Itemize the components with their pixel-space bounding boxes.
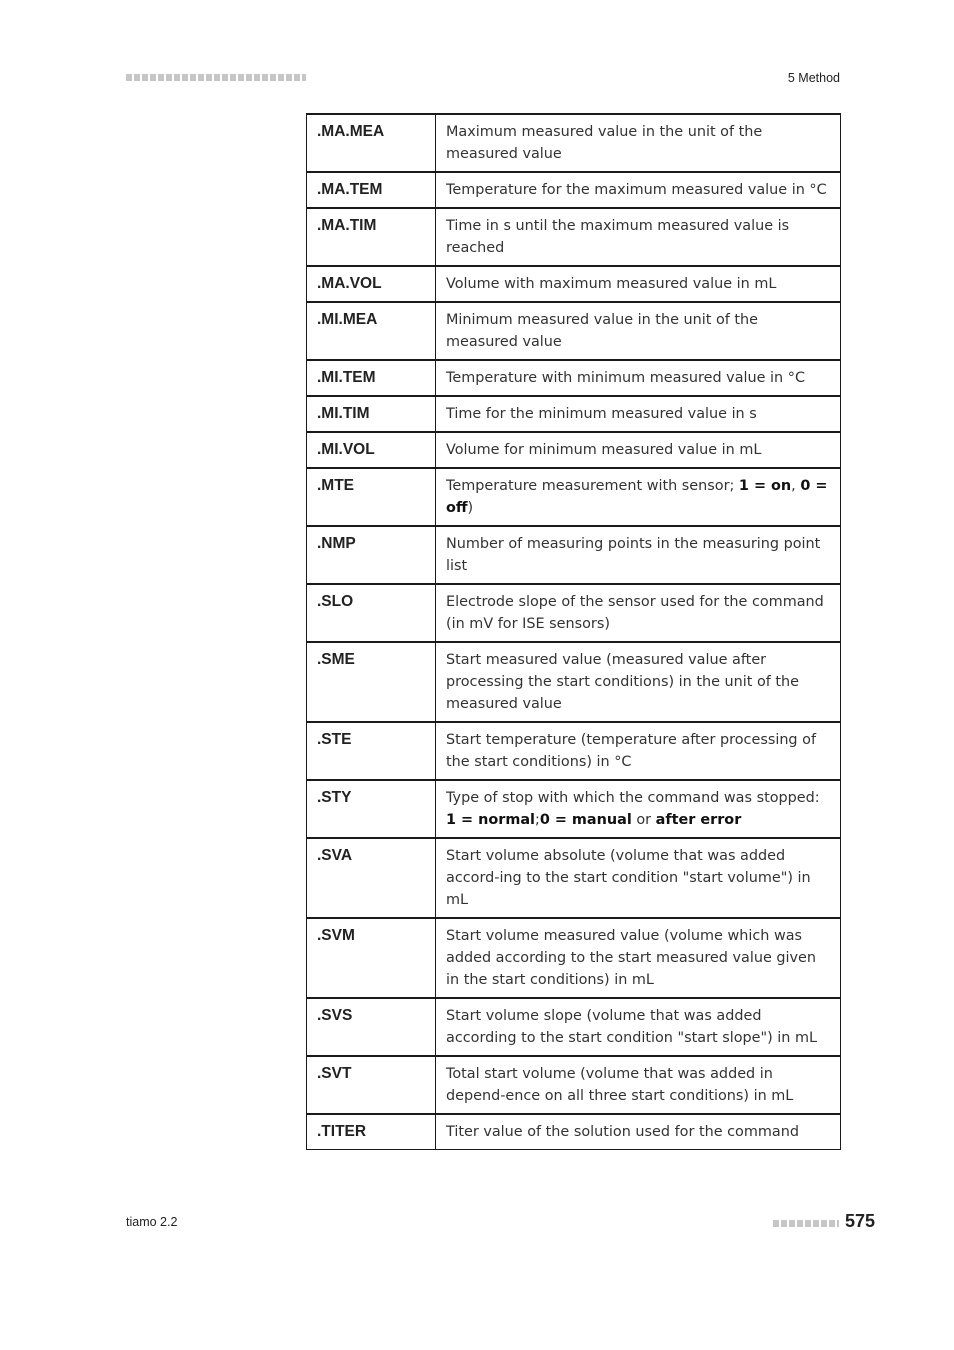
table-row (307, 432, 841, 468)
variable-description (436, 468, 841, 526)
variable-description (436, 266, 841, 302)
description-text: Time in s until the maximum measured value is reached (446, 218, 790, 256)
header-dot-rule (126, 74, 306, 81)
variable-description (436, 584, 841, 642)
variable-description (436, 208, 841, 266)
variable-name: .NMP (307, 526, 436, 584)
description-text: Start volume measured value (volume which was added according to the start measured value given in the start conditions) in mL (446, 928, 817, 988)
description-text: Start volume absolute (volume that was added accord-ing to the start condition "start volume") in mL (446, 848, 811, 908)
variable-name: .MTE (307, 468, 436, 526)
variable-description (436, 838, 841, 918)
variable-description (436, 432, 841, 468)
variable-description (436, 114, 841, 172)
header-section-title: 5 Method (787, 71, 840, 85)
description-text: , (791, 478, 801, 494)
table-row (307, 998, 841, 1056)
table-row (307, 918, 841, 998)
description-emphasis: 0 = manual (539, 812, 632, 828)
description-text: or (631, 812, 656, 828)
variable-name: .MA.TIM (307, 208, 436, 266)
variable-description (436, 642, 841, 722)
description-text: Start temperature (temperature after processing of the start conditions) in °C (446, 732, 817, 770)
description-text: Start volume slope (volume that was added according to the start condition "start slope") in mL (446, 1008, 818, 1046)
variable-name: .MA.TEM (307, 172, 436, 208)
table-row (307, 584, 841, 642)
variable-name: .MA.MEA (307, 114, 436, 172)
table-row (307, 396, 841, 432)
table-row (307, 208, 841, 266)
table-row (307, 302, 841, 360)
description-text: Minimum measured value in the unit of the measured value (446, 312, 759, 350)
variable-name: .SVM (307, 918, 436, 998)
variable-description (436, 526, 841, 584)
description-text: Temperature measurement with sensor; (446, 478, 739, 494)
description-text: Maximum measured value in the unit of the measured value (446, 124, 763, 162)
table-row (307, 642, 841, 722)
description-text: Temperature for the maximum measured value in °C (446, 182, 827, 198)
description-text: Electrode slope of the sensor used for the command (in mV for ISE sensors) (446, 594, 824, 632)
variables-table-body (307, 114, 841, 1150)
variable-name: .SME (307, 642, 436, 722)
description-emphasis: 0 = off (446, 478, 828, 516)
description-text: Volume for minimum measured value in mL (446, 442, 762, 458)
description-emphasis: 1 = normal (446, 812, 535, 828)
variable-description (436, 360, 841, 396)
table-row (307, 172, 841, 208)
variable-description (436, 302, 841, 360)
page-number: 575 (845, 1211, 876, 1231)
variable-description (436, 998, 841, 1056)
description-text: Number of measuring points in the measuring point list (446, 536, 821, 574)
variable-name: .SLO (307, 584, 436, 642)
table-row (307, 360, 841, 396)
description-text: ; (534, 812, 540, 828)
variable-description (436, 780, 841, 838)
description-text: Start measured value (measured value after processing the start conditions) in the unit of the measured value (446, 652, 800, 712)
description-emphasis: 1 = on (738, 478, 792, 494)
description-text: Type of stop with which the command was stopped: (446, 790, 820, 806)
variable-description (436, 918, 841, 998)
footer-product: tiamo 2.2 (126, 1215, 178, 1229)
table-row (307, 780, 841, 838)
variable-name: .MA.VOL (307, 266, 436, 302)
description-emphasis: after error (655, 812, 742, 828)
variable-description (436, 1114, 841, 1150)
variable-name: .MI.MEA (307, 302, 436, 360)
variable-description (436, 722, 841, 780)
table-row (307, 722, 841, 780)
variable-name: .SVA (307, 838, 436, 918)
description-text: ) (467, 500, 474, 516)
table-row (307, 1114, 841, 1150)
variable-name: .MI.VOL (307, 432, 436, 468)
table-row (307, 114, 841, 172)
variable-description (436, 1056, 841, 1114)
variable-name: .MI.TIM (307, 396, 436, 432)
table-row (307, 266, 841, 302)
variable-name: .SVT (307, 1056, 436, 1114)
description-text: Time for the minimum measured value in s (446, 406, 757, 422)
description-text: Volume with maximum measured value in mL (446, 276, 777, 292)
variable-name: .TITER (307, 1114, 436, 1150)
variable-name: .MI.TEM (307, 360, 436, 396)
description-text: Titer value of the solution used for the command (446, 1124, 799, 1140)
variable-description (436, 172, 841, 208)
footer-dot-rule (773, 1220, 839, 1227)
table-row (307, 468, 841, 526)
variable-name: .STE (307, 722, 436, 780)
description-text: Temperature with minimum measured value in °C (446, 370, 805, 386)
table-row (307, 1056, 841, 1114)
variable-description (436, 396, 841, 432)
variable-name: .STY (307, 780, 436, 838)
variables-table (306, 113, 841, 1150)
table-row (307, 838, 841, 918)
table-row (307, 526, 841, 584)
variable-name: .SVS (307, 998, 436, 1056)
description-text: Total start volume (volume that was added in depend-ence on all three start conditions) in mL (446, 1066, 794, 1104)
